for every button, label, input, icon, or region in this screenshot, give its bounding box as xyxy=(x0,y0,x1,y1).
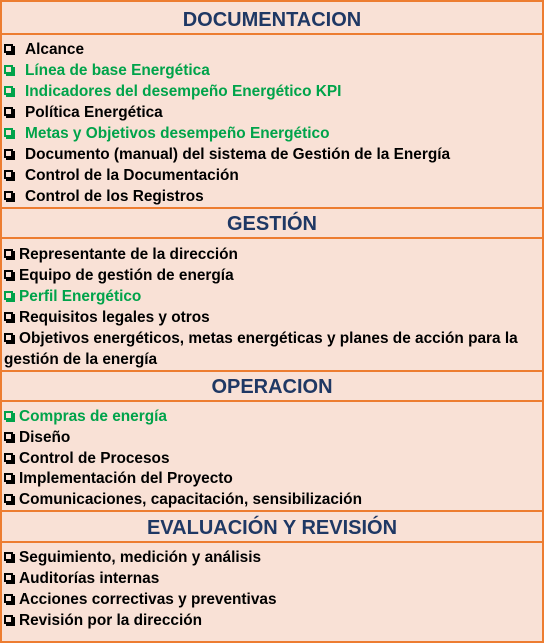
list-item xyxy=(4,547,540,568)
item-label: Alcance xyxy=(25,41,85,58)
section-header-documentacion: DOCUMENTACION xyxy=(182,8,362,31)
checkbox-icon xyxy=(4,432,13,441)
item-label: Control de Procesos xyxy=(19,450,170,467)
list-item xyxy=(4,610,540,631)
section-header-evaluacion-y-revision: EVALUACIÓN Y REVISIÓN xyxy=(146,516,398,539)
checkbox-icon xyxy=(4,615,13,624)
item-label: Seguimiento, medición y análisis xyxy=(19,549,262,566)
list-item xyxy=(4,81,540,102)
item-label: Auditorías internas xyxy=(19,570,160,587)
section-header-gestion: GESTIÓN xyxy=(226,212,317,235)
list-item xyxy=(4,144,540,165)
list-item xyxy=(4,102,540,123)
checkbox-icon xyxy=(4,494,13,503)
checkbox-icon xyxy=(4,291,13,300)
list-item xyxy=(4,165,540,186)
item-label: Metas y Objetivos desempeño Energético xyxy=(25,125,330,142)
checkbox-icon xyxy=(4,552,13,561)
list-item xyxy=(4,186,540,207)
checkbox-icon xyxy=(4,473,13,482)
item-label: Indicadores del desempeño Energético KPI xyxy=(25,83,342,100)
item-label: Objetivos energéticos, metas energéticas y planes de acción para la gestión de la energía xyxy=(4,330,518,368)
list-item xyxy=(4,265,540,286)
checkbox-icon xyxy=(4,453,13,462)
item-label: Representante de la dirección xyxy=(19,246,238,263)
checkbox-icon xyxy=(4,128,13,137)
list-item xyxy=(4,468,540,489)
checkbox-icon xyxy=(4,149,13,158)
checkbox-icon xyxy=(4,191,13,200)
checkbox-icon xyxy=(4,312,13,321)
item-label: Diseño xyxy=(19,429,71,446)
list-item xyxy=(4,589,540,610)
divider xyxy=(0,510,544,512)
checkbox-icon xyxy=(4,573,13,582)
checkbox-icon xyxy=(4,270,13,279)
list-item xyxy=(4,489,540,510)
divider xyxy=(0,207,544,209)
checkbox-icon xyxy=(4,333,13,342)
list-item xyxy=(4,307,540,328)
item-label: Equipo de gestión de energía xyxy=(19,267,234,284)
list-item xyxy=(4,286,540,307)
item-label: Política Energética xyxy=(25,104,163,121)
checkbox-icon xyxy=(4,249,13,258)
list-item xyxy=(4,406,540,427)
list-item xyxy=(4,244,540,265)
item-label: Documento (manual) del sistema de Gestión de la Energía xyxy=(25,146,451,163)
item-label: Revisión por la dirección xyxy=(19,612,203,629)
list-item xyxy=(4,39,540,60)
list-item xyxy=(4,60,540,81)
item-label: Control de los Registros xyxy=(25,188,204,205)
item-label: Control de la Documentación xyxy=(25,167,239,184)
list-item xyxy=(4,123,540,144)
list-item xyxy=(4,568,540,589)
checkbox-icon xyxy=(4,170,13,179)
section-header-operacion: OPERACION xyxy=(211,375,333,398)
item-label: Implementación del Proyecto xyxy=(19,470,233,487)
item-label: Línea de base Energética xyxy=(25,62,210,79)
checkbox-icon xyxy=(4,107,13,116)
checkbox-icon xyxy=(4,594,13,603)
item-label: Comunicaciones, capacitación, sensibilización xyxy=(19,491,362,508)
item-label: Acciones correctivas y preventivas xyxy=(19,591,277,608)
border-left xyxy=(0,0,2,643)
item-label: Requisitos legales y otros xyxy=(19,309,210,326)
border-top xyxy=(0,0,544,2)
item-label: Compras de energía xyxy=(19,408,167,425)
checkbox-icon xyxy=(4,411,13,420)
list-item xyxy=(4,427,540,448)
list-item xyxy=(4,328,540,370)
checkbox-icon xyxy=(4,86,13,95)
item-label: Perfil Energético xyxy=(19,288,142,305)
list-item xyxy=(4,448,540,469)
checkbox-icon xyxy=(4,44,13,53)
checkbox-icon xyxy=(4,65,13,74)
divider xyxy=(0,370,544,372)
